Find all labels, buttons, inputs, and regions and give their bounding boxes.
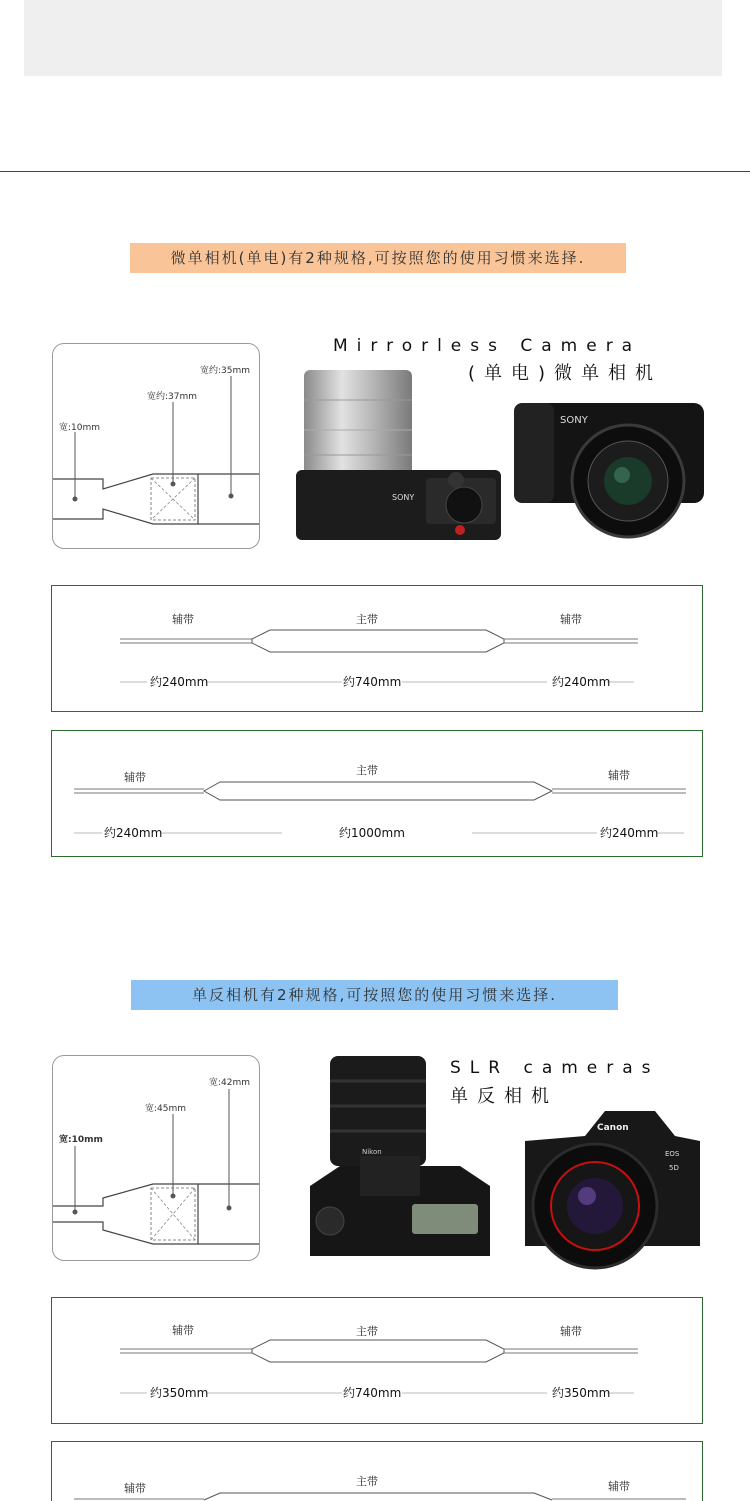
mirrorless-banner: 微单相机(单电)有2种规格,可按照您的使用习惯来选择. [130, 243, 626, 273]
aux-left-length: 约240mm [150, 675, 209, 689]
main-length: 约1000mm [339, 826, 405, 840]
mirrorless-spec-long [51, 730, 703, 857]
mirrorless-title-en: Mirrorless Camera [333, 336, 642, 356]
main-strap-label: 主带 [356, 1475, 378, 1488]
main-strap-label: 主带 [356, 1325, 378, 1338]
aux-strap-right-label: 辅带 [608, 1480, 630, 1493]
model-label: 5D [669, 1164, 679, 1172]
aux-right-length: 约240mm [600, 826, 659, 840]
width-label-middle: 宽约:37mm [147, 392, 198, 402]
aux-strap-left-label: 辅带 [124, 771, 146, 784]
slr-banner: 单反相机有2种规格,可按照您的使用习惯来选择. [131, 980, 618, 1010]
slr-title-en: SLR cameras [450, 1058, 660, 1078]
nikon-logo: Nikon [362, 1148, 382, 1156]
aux-strap-right-label: 辅带 [560, 613, 582, 626]
black-mirrorless-camera-image [510, 393, 725, 543]
slr-title-cn: 单反相机 [450, 1086, 558, 1107]
aux-strap-left-label: 辅带 [124, 1482, 146, 1495]
slr-strap-width-diagram [52, 1055, 260, 1261]
width-label-middle: 宽:45mm [145, 1104, 187, 1114]
mirrorless-spec-short [51, 585, 703, 712]
main-strap-label: 主带 [356, 613, 378, 626]
sony-logo-small: SONY [392, 493, 415, 502]
width-label-wide: 宽:42mm [209, 1078, 251, 1088]
main-length: 约740mm [343, 675, 402, 689]
width-label-narrow: 宽:10mm [59, 423, 101, 433]
silver-mirrorless-camera-image [286, 370, 511, 550]
nikon-slr-camera-image [300, 1056, 500, 1266]
aux-right-length: 约350mm [552, 1386, 611, 1400]
width-label-narrow: 宽:10mm [59, 1135, 103, 1145]
width-label-wide: 宽约:35mm [200, 366, 251, 376]
slr-spec-long [51, 1441, 703, 1501]
top-placeholder-panel [24, 0, 722, 76]
aux-strap-right-label: 辅带 [560, 1325, 582, 1338]
main-strap-label: 主带 [356, 764, 378, 777]
sony-logo: SONY [560, 415, 588, 426]
slr-spec-short [51, 1297, 703, 1424]
main-length: 约740mm [343, 1386, 402, 1400]
aux-left-length: 约240mm [104, 826, 163, 840]
aux-right-length: 约240mm [552, 675, 611, 689]
aux-strap-right-label: 辅带 [608, 769, 630, 782]
mirrorless-strap-width-diagram [52, 343, 260, 549]
aux-left-length: 约350mm [150, 1386, 209, 1400]
aux-strap-left-label: 辅带 [172, 613, 194, 626]
eos-label: EOS [665, 1150, 680, 1158]
canon-slr-camera-image [515, 1096, 725, 1271]
mirrorless-title-cn: (单电)微单相机 [468, 363, 663, 384]
canon-logo: Canon [597, 1123, 629, 1133]
section-divider [0, 171, 750, 172]
aux-strap-left-label: 辅带 [172, 1324, 194, 1337]
